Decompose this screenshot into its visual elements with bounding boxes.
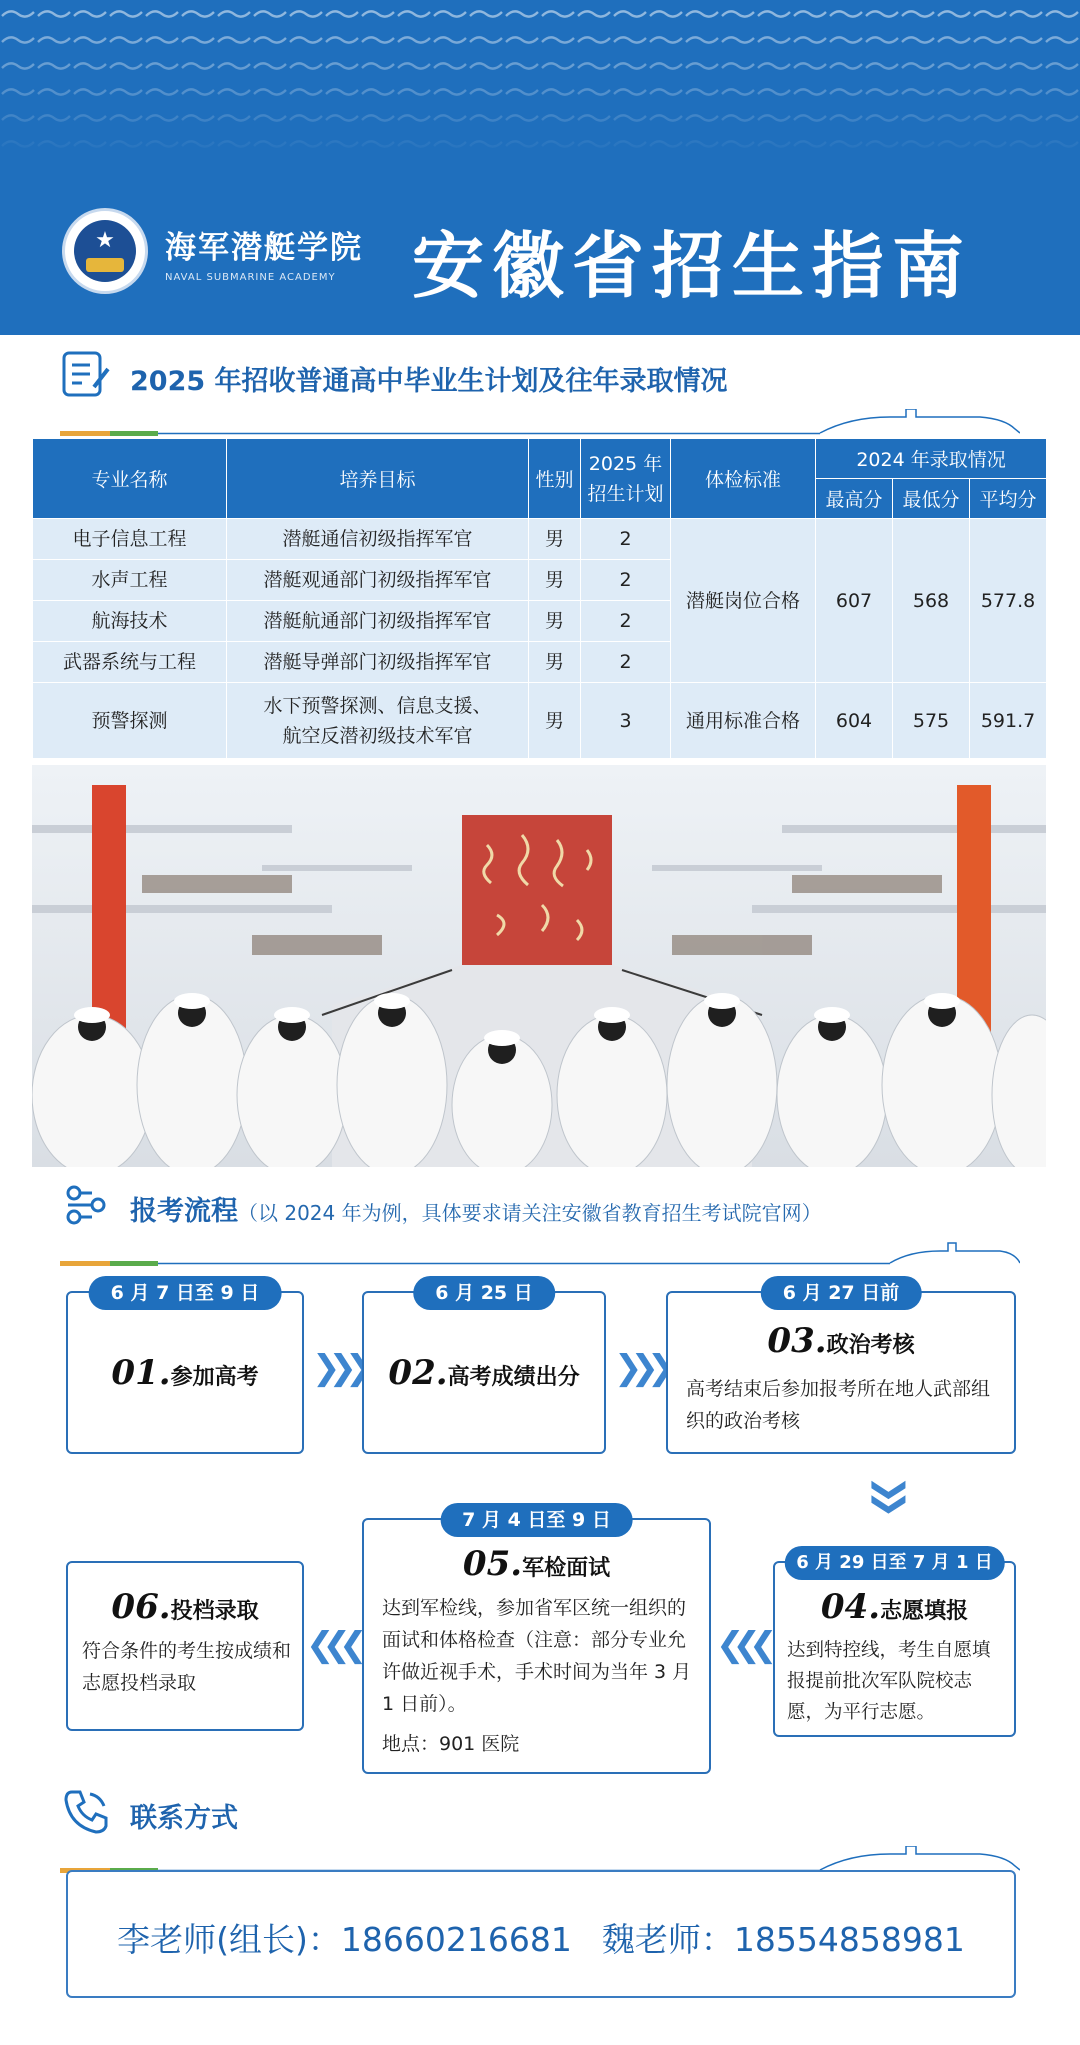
step-01-number: 01. bbox=[111, 1353, 171, 1393]
step-04-date: 6 月 29 日至 7 月 1 日 bbox=[784, 1546, 1005, 1580]
academy-logo bbox=[62, 208, 148, 294]
campus-hall-photo bbox=[32, 765, 1046, 1167]
contact-phone-link[interactable]: 18660216681 bbox=[340, 1920, 572, 1959]
admission-plan-table bbox=[32, 438, 1047, 759]
school-name-en: NAVAL SUBMARINE ACADEMY bbox=[165, 272, 336, 283]
step-03-name: 政治考核 bbox=[826, 1333, 915, 1358]
table-row bbox=[33, 519, 1047, 560]
step-04-desc: 达到特控线，考生自愿填报提前批次军队院校志愿，为平行志愿。 bbox=[787, 1640, 991, 1723]
step-03-heading bbox=[668, 1321, 1014, 1361]
submarine-divider bbox=[60, 1239, 1020, 1269]
header-target: 培养目标 bbox=[227, 439, 529, 519]
page-title: 安徽省招生指南 bbox=[412, 223, 973, 308]
header-exam: 体检标准 bbox=[671, 439, 816, 519]
cell-target-line2: 航空反潜初级技术军官 bbox=[282, 724, 473, 747]
step-02-card bbox=[362, 1282, 606, 1454]
step-05-desc: 达到军检线，参加省军区统一组织的面试和体格检查（注意：部分专业允许做近视手术，手术时间为当年 3 月 1 日前）。 bbox=[382, 1597, 692, 1715]
plan-section-title: 2025 年招收普通高中毕业生计划及往年录取情况 bbox=[130, 366, 728, 397]
step-05-name: 军检面试 bbox=[522, 1556, 611, 1581]
contact-section-title: 联系方式 bbox=[130, 1803, 238, 1834]
cell-plan: 2 bbox=[581, 642, 671, 683]
cell-target bbox=[227, 683, 529, 759]
step-04-card bbox=[773, 1552, 1016, 1737]
cell-target-line1: 水下预警探测、信息支援、 bbox=[263, 694, 492, 717]
process-note: （以 2024 年为例，具体要求请关注安徽省教育招生考试院官网） bbox=[238, 1201, 822, 1225]
submarine-divider bbox=[60, 409, 1020, 439]
header-max: 最高分 bbox=[816, 479, 893, 519]
step-04-name: 志愿填报 bbox=[880, 1599, 969, 1624]
header-plan bbox=[581, 439, 671, 519]
process-section-heading bbox=[60, 1175, 1020, 1265]
step-05-place: 地点：901 医院 bbox=[382, 1733, 520, 1755]
contact-phone-link[interactable]: 18554858981 bbox=[733, 1920, 965, 1959]
step-02-name: 高考成绩出分 bbox=[447, 1365, 580, 1390]
step-06-desc: 符合条件的考生按成绩和志愿投档录取 bbox=[82, 1640, 292, 1694]
cell-max: 604 bbox=[816, 683, 893, 759]
cell-target: 潜艇航通部门初级指挥军官 bbox=[227, 601, 529, 642]
cell-min: 568 bbox=[893, 519, 970, 683]
cell-major: 预警探测 bbox=[33, 683, 227, 759]
step-03-card bbox=[666, 1282, 1016, 1454]
cell-avg: 591.7 bbox=[970, 683, 1047, 759]
step-05-heading bbox=[364, 1544, 709, 1584]
chevron-right-icon: ❯❯❯ bbox=[614, 1348, 664, 1388]
header-min: 最低分 bbox=[893, 479, 970, 519]
step-01-name: 参加高考 bbox=[170, 1365, 259, 1390]
chevron-left-icon: ❮❮❮ bbox=[306, 1625, 356, 1665]
step-03-date: 6 月 27 日前 bbox=[761, 1276, 922, 1310]
step-04-number: 04. bbox=[820, 1587, 881, 1627]
phone-icon bbox=[60, 1786, 112, 1838]
header-plan-line1: 2025 年 bbox=[588, 452, 663, 475]
header-avg: 平均分 bbox=[970, 479, 1047, 519]
cell-major: 电子信息工程 bbox=[33, 519, 227, 560]
cell-major: 航海技术 bbox=[33, 601, 227, 642]
step-02-heading bbox=[364, 1353, 604, 1393]
plan-section-heading bbox=[60, 345, 1020, 435]
contact-box bbox=[66, 1870, 1016, 1998]
chevron-left-icon: ❮❮❮ bbox=[716, 1625, 766, 1665]
cell-major: 武器系统与工程 bbox=[33, 642, 227, 683]
flow-icon bbox=[60, 1179, 112, 1231]
process-heading-text: 报考流程 bbox=[130, 1196, 238, 1227]
cell-gender: 男 bbox=[529, 642, 581, 683]
step-05-number: 05. bbox=[462, 1544, 523, 1584]
step-01-date: 6 月 7 日至 9 日 bbox=[89, 1276, 282, 1310]
step-02-date: 6 月 25 日 bbox=[413, 1276, 555, 1310]
cell-gender: 男 bbox=[529, 519, 581, 560]
cell-exam: 潜艇岗位合格 bbox=[671, 519, 816, 683]
document-icon bbox=[60, 349, 112, 401]
contact-label: 李老师(组长)： bbox=[117, 1920, 341, 1959]
header-admit-2024: 2024 年录取情况 bbox=[816, 439, 1047, 479]
step-03-number: 03. bbox=[767, 1321, 827, 1361]
star-icon: ★ bbox=[95, 228, 115, 253]
cell-target: 潜艇观通部门初级指挥军官 bbox=[227, 560, 529, 601]
step-04-heading bbox=[775, 1587, 1014, 1627]
cell-exam: 通用标准合格 bbox=[671, 683, 816, 759]
cell-max: 607 bbox=[816, 519, 893, 683]
step-06-card bbox=[66, 1561, 304, 1731]
cell-plan: 2 bbox=[581, 519, 671, 560]
contact-section-heading bbox=[60, 1782, 1020, 1872]
chevron-right-icon: ❯❯❯ bbox=[312, 1348, 362, 1388]
table-row bbox=[33, 683, 1047, 759]
step-03-desc: 高考结束后参加报考所在地人武部组织的政治考核 bbox=[686, 1378, 991, 1432]
cell-target: 潜艇通信初级指挥军官 bbox=[227, 519, 529, 560]
cell-plan: 2 bbox=[581, 601, 671, 642]
cell-plan: 2 bbox=[581, 560, 671, 601]
step-01-heading bbox=[68, 1353, 302, 1393]
header-plan-line2: 招生计划 bbox=[587, 482, 664, 505]
step-01-card bbox=[66, 1282, 304, 1454]
cell-gender: 男 bbox=[529, 601, 581, 642]
step-06-heading bbox=[68, 1587, 302, 1627]
cell-gender: 男 bbox=[529, 560, 581, 601]
cell-gender: 男 bbox=[529, 683, 581, 759]
cell-plan: 3 bbox=[581, 683, 671, 759]
step-05-card bbox=[362, 1509, 711, 1774]
header-major: 专业名称 bbox=[33, 439, 227, 519]
header-banner bbox=[0, 0, 1080, 335]
step-02-number: 02. bbox=[388, 1353, 448, 1393]
chevron-down-icon: ❯❯ bbox=[870, 1475, 911, 1505]
wave-pattern bbox=[0, 0, 1080, 160]
cell-major: 水声工程 bbox=[33, 560, 227, 601]
step-06-number: 06. bbox=[111, 1587, 171, 1627]
step-05-date: 7 月 4 日至 9 日 bbox=[440, 1503, 633, 1537]
header-gender: 性别 bbox=[529, 439, 581, 519]
step-06-name: 投档录取 bbox=[170, 1599, 259, 1624]
school-name-cn: 海军潜艇学院 bbox=[165, 230, 363, 266]
process-section-title bbox=[130, 1189, 822, 1228]
cell-avg: 577.8 bbox=[970, 519, 1047, 683]
contact-label: 魏老师： bbox=[601, 1920, 734, 1959]
cell-target: 潜艇导弹部门初级指挥军官 bbox=[227, 642, 529, 683]
contact-line bbox=[68, 1914, 1014, 1961]
cell-min: 575 bbox=[893, 683, 970, 759]
